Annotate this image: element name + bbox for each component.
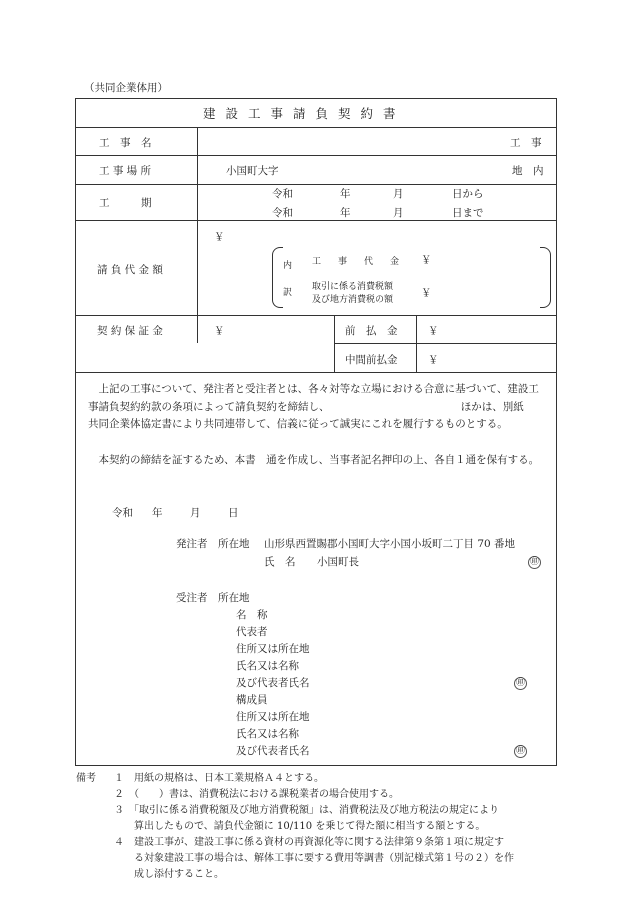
tax-yen: ￥ xyxy=(421,287,432,299)
breakdown-uchi: 内 xyxy=(283,261,293,271)
construction-site-label: 工 事 場 所 xyxy=(99,165,152,177)
interim-advance-label: 中間前払金 xyxy=(345,354,398,366)
orderer-address: 山形県西置賜郡小国町大字小国小坂町二丁目 70 番地 xyxy=(264,538,516,550)
contractor-role: 受注者 xyxy=(176,592,208,604)
orderer-address-label: 所在地 xyxy=(218,538,250,550)
contract-clause: 上記の工事について、発注者と受注者とは、各々対等な立場における合意に基づいて、建設工事請負契約約款の条項によって請負契約を締結し、 ほかは、別紙 共同企業体協定書により共同連帯して、信義に従って誠実にこれを履行するものとする。 xyxy=(88,383,556,431)
note-4-cont: る対象建設工事の場合は、解体工事に要する費用等調書（別記様式第１号の２）を作 xyxy=(134,853,514,864)
contractor-line: 代表者 xyxy=(236,626,268,638)
contractor-address-label: 所在地 xyxy=(218,592,250,604)
interim-advance-yen: ￥ xyxy=(428,354,439,366)
contractor-line: 及び代表者氏名 xyxy=(236,677,310,689)
contractor-seal-2: ㊞ xyxy=(515,746,525,756)
note-1: １ 用紙の規格は、日本工業規格Ａ４とする。 xyxy=(114,773,324,784)
contractor-line: 住所又は所在地 xyxy=(236,711,310,723)
construction-cost-label: 工 事 代 金 xyxy=(312,257,404,267)
contractor-line: 構成員 xyxy=(236,694,268,706)
note-4: ４ 建設工事が、建設工事に係る資材の再資源化等に関する法律第９条第１項に規定す xyxy=(114,837,504,848)
sign-date-month: 月 xyxy=(190,507,201,519)
tax-label-1: 取引に係る消費税額 xyxy=(312,282,394,292)
guarantee-yen: ￥ xyxy=(214,325,225,337)
tax-label-2: 及び地方消費税の額 xyxy=(312,295,394,305)
contractor-line: 名 称 xyxy=(236,609,268,621)
contractor-line: 及び代表者氏名 xyxy=(236,745,310,757)
sign-date-era: 令和 xyxy=(112,507,133,519)
breakdown-bracket-left xyxy=(272,247,283,308)
note-3: ３ 「取引に係る消費税額及び地方消費税額」は、消費税法及び地方税法の規定により xyxy=(114,805,499,816)
period-start-year: 年 xyxy=(340,188,351,200)
sign-date-day: 日 xyxy=(228,507,239,519)
breakdown-bracket-right xyxy=(540,247,551,308)
construction-name-label: 工 事 名 xyxy=(99,137,152,149)
period-end-year: 年 xyxy=(340,207,351,219)
form-type-note: （共同企業体用） xyxy=(84,82,168,94)
contract-amount-label: 請 負 代 金 額 xyxy=(97,264,163,276)
period-start-era: 令和 xyxy=(272,188,293,200)
contractor-seal-1: ㊞ xyxy=(515,678,525,688)
note-3-cont: 算出したもので、請負代金額に 10/110 を乗じて得た額に相当する額とする。 xyxy=(134,821,486,832)
contractor-line: 氏名又は名称 xyxy=(236,728,299,740)
period-end-day: 日まで xyxy=(452,207,484,219)
orderer-name: 小国町長 xyxy=(317,556,359,568)
construction-cost-yen: ￥ xyxy=(421,254,432,266)
breakdown-wake: 訳 xyxy=(283,288,293,298)
notes-heading: 備考 xyxy=(76,773,96,784)
period-label: 工 期 xyxy=(99,197,152,209)
orderer-role: 発注者 xyxy=(176,538,208,550)
construction-site-suffix: 地 内 xyxy=(512,165,544,177)
note-4-cont2: 成し添付すること。 xyxy=(134,869,224,880)
contractor-line: 氏名又は名称 xyxy=(236,660,299,672)
construction-name-suffix: 工 事 xyxy=(510,137,542,149)
advance-yen: ￥ xyxy=(428,325,439,337)
contract-amount-yen: ￥ xyxy=(214,231,225,243)
contractor-line: 住所又は所在地 xyxy=(236,643,310,655)
document-title: 建設工事請負契約書 xyxy=(203,106,406,121)
period-end-era: 令和 xyxy=(272,207,293,219)
orderer-seal: ㊞ xyxy=(529,557,539,567)
construction-site-value: 小国町大字 xyxy=(226,165,279,177)
note-2: ２ （ ）書は、消費税法における課税業者の場合使用する。 xyxy=(114,789,399,800)
advance-label: 前 払 金 xyxy=(345,325,398,337)
guarantee-label: 契 約 保 証 金 xyxy=(97,325,163,337)
period-end-month: 月 xyxy=(393,207,404,219)
signing-clause: 本契約の締結を証するため、本書 通を作成し、当事者記名押印の上、各自１通を保有する。 xyxy=(88,454,540,466)
period-start-day: 日から xyxy=(452,188,484,200)
sign-date-year: 年 xyxy=(152,507,163,519)
period-start-month: 月 xyxy=(393,188,404,200)
orderer-name-label: 氏 名 xyxy=(264,556,296,568)
